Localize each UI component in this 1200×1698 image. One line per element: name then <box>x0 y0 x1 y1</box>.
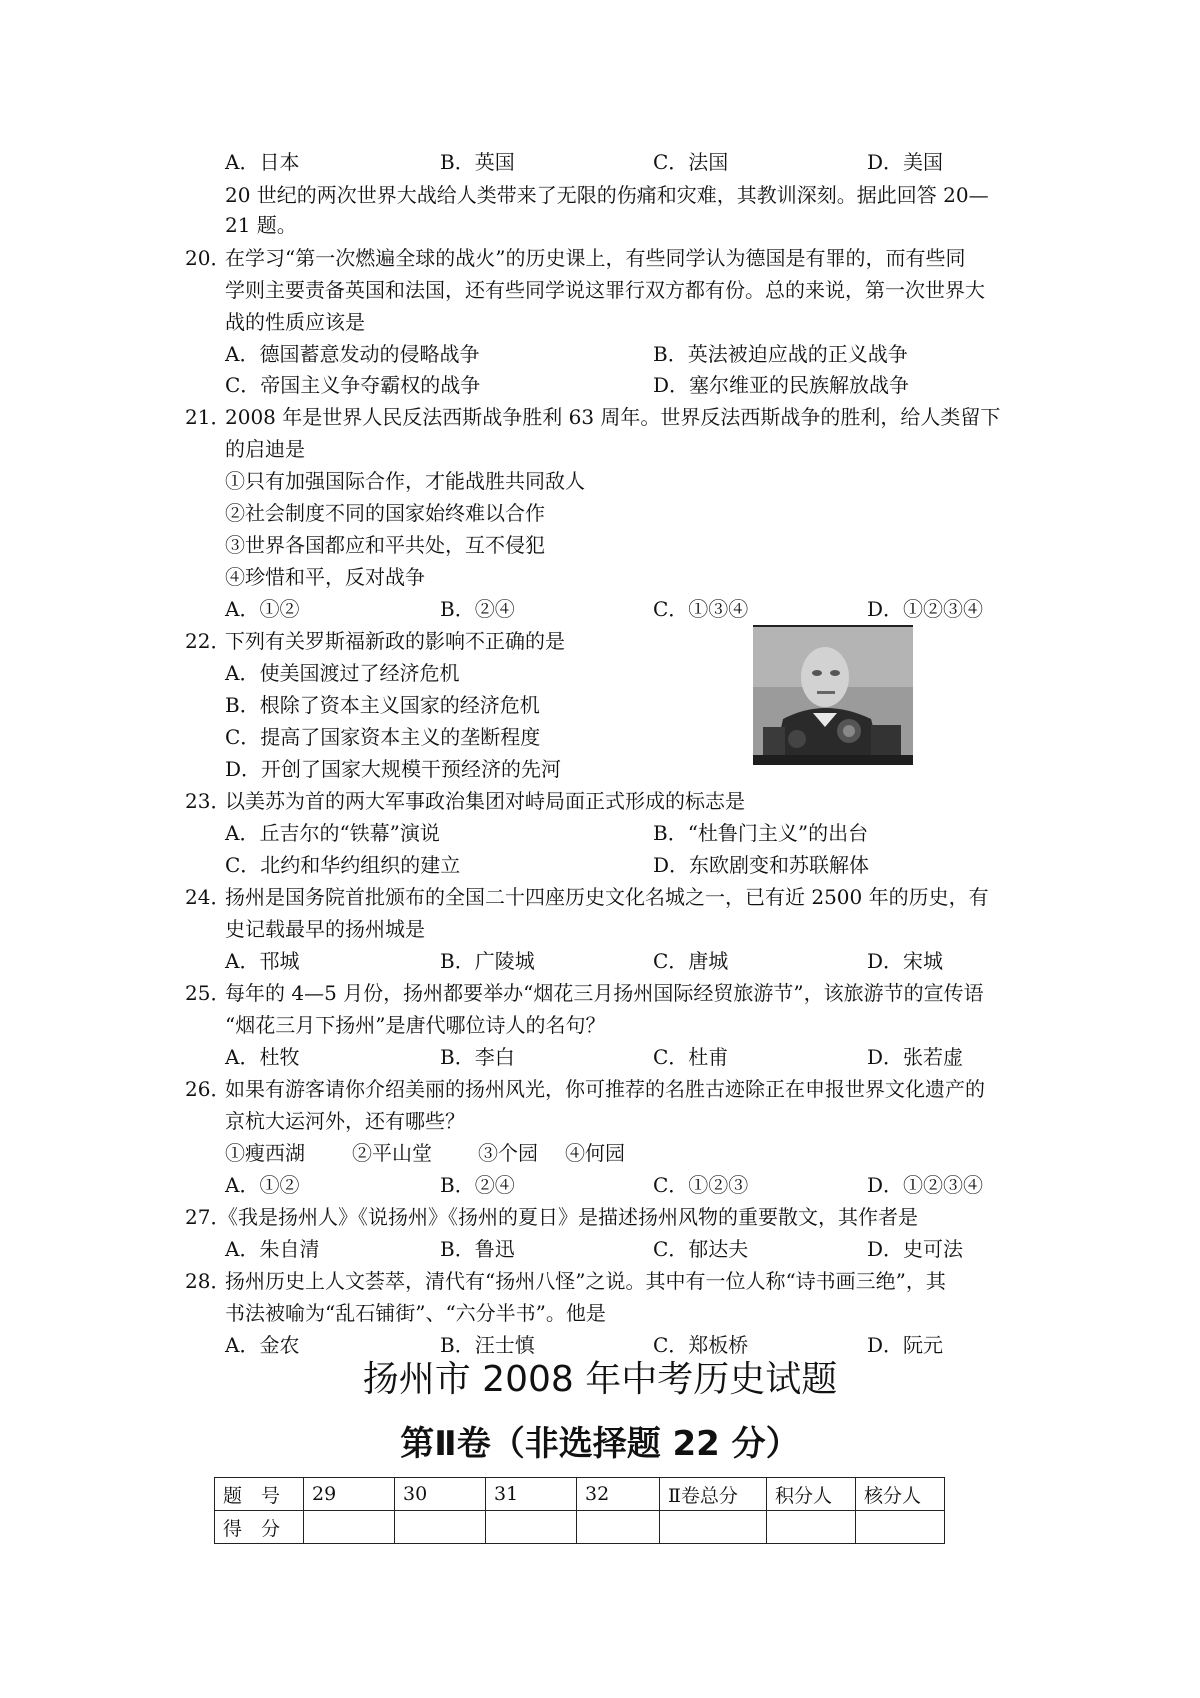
question-number: 25． <box>185 981 231 1005</box>
q26-option-d: D．①②③④ <box>867 1173 984 1197</box>
q20-option-b: B．英法被迫应战的正义战争 <box>653 342 908 366</box>
statement: ③世界各国都应和平共处，互不侵犯 <box>225 533 545 557</box>
roosevelt-photo <box>753 625 913 765</box>
question-text: 学则主要责备英国和法国，还有些同学说这罪行双方都有份。总的来说，第一次世界大 <box>225 278 985 302</box>
roosevelt-photo-image <box>753 627 913 765</box>
question-text: 书法被喻为“乱石铺街”、“六分半书”。他是 <box>225 1301 606 1325</box>
q25-option-d: D．张若虚 <box>867 1045 964 1069</box>
q21-option-a: A．①② <box>225 597 300 621</box>
q22-option-c: C．提高了国家资本主义的垄断程度 <box>225 725 541 749</box>
q24-option-c: C．唐城 <box>653 949 729 973</box>
q28-option-a: A．金农 <box>225 1333 300 1357</box>
q28-option-b: B．汪士慎 <box>440 1333 535 1357</box>
q27-option-b: B．鲁迅 <box>440 1237 515 1261</box>
q26-option-a: A．①② <box>225 1173 300 1197</box>
q24-option-b: B．广陵城 <box>440 949 535 973</box>
score-cell-30[interactable] <box>395 1511 486 1544</box>
table-cell: Ⅱ卷总分 <box>660 1478 767 1511</box>
table-cell: 32 <box>577 1478 660 1511</box>
q19-option-a: A．日本 <box>225 150 300 174</box>
statement: ①瘦西湖 <box>225 1141 305 1165</box>
q21-option-b: B．②④ <box>440 597 515 621</box>
q23-option-d: D．东欧剧变和苏联解体 <box>653 853 870 877</box>
q22-option-a: A．使美国渡过了经济危机 <box>225 661 460 685</box>
q24-option-a: A．邗城 <box>225 949 300 973</box>
question-number: 20． <box>185 246 231 270</box>
q21-option-d: D．①②③④ <box>867 597 984 621</box>
question-text: 2008 年是世界人民反法西斯战争胜利 63 周年。世界反法西斯战争的胜利，给人类留下 <box>225 405 1001 429</box>
statement: ①只有加强国际合作，才能战胜共同敌人 <box>225 469 585 493</box>
score-table <box>214 1477 945 1544</box>
question-text: “烟花三月下扬州”是唐代哪位诗人的名句？ <box>225 1013 606 1037</box>
q23-option-a: A．丘吉尔的“铁幕”演说 <box>225 821 440 845</box>
q23-option-b: B．“杜鲁门主义”的出台 <box>653 821 869 845</box>
question-number: 24． <box>185 885 231 909</box>
question-text: 扬州是国务院首批颁布的全国二十四座历史文化名城之一，已有近 2500 年的历史，有 <box>225 885 989 909</box>
question-text: 每年的 4—5 月份，扬州都要举办“烟花三月扬州国际经贸旅游节”，该旅游节的宣传语 <box>225 981 984 1005</box>
table-cell: 核分人 <box>856 1478 945 1511</box>
statement: ③个园 <box>478 1141 538 1165</box>
score-cell-31[interactable] <box>486 1511 577 1544</box>
table-row <box>215 1478 945 1511</box>
table-cell: 31 <box>486 1478 577 1511</box>
q20-option-d: D．塞尔维亚的民族解放战争 <box>653 373 910 397</box>
score-cell-32[interactable] <box>577 1511 660 1544</box>
question-text: 扬州历史上人文荟萃，清代有“扬州八怪”之说。其中有一位人称“诗书画三绝”，其 <box>225 1269 946 1293</box>
question-number: 28． <box>185 1269 231 1293</box>
q23-option-c: C．北约和华约组织的建立 <box>225 853 461 877</box>
q21-option-c: C．①③④ <box>653 597 749 621</box>
q19-option-d: D．美国 <box>867 150 944 174</box>
q22-option-b: B．根除了资本主义国家的经济危机 <box>225 693 540 717</box>
q19-option-c: C．法国 <box>653 150 729 174</box>
question-number: 22． <box>185 629 231 653</box>
intro-line: 21 题。 <box>225 213 297 237</box>
question-text: 如果有游客请你介绍美丽的扬州风光，你可推荐的名胜古迹除正在申报世界文化遗产的 <box>225 1077 985 1101</box>
question-text: 以美苏为首的两大军事政治集团对峙局面正式形成的标志是 <box>225 789 745 813</box>
q25-option-a: A．杜牧 <box>225 1045 300 1069</box>
question-number: 21． <box>185 405 231 429</box>
q25-option-c: C．杜甫 <box>653 1045 729 1069</box>
score-cell-checker[interactable] <box>856 1511 945 1544</box>
question-text: 的启迪是 <box>225 437 305 461</box>
statement: ④珍惜和平，反对战争 <box>225 565 425 589</box>
q28-option-c: C．郑板桥 <box>653 1333 749 1357</box>
q27-option-c: C．郁达夫 <box>653 1237 749 1261</box>
q26-option-b: B．②④ <box>440 1173 515 1197</box>
question-text: 在学习“第一次燃遍全球的战火”的历史课上，有些同学认为德国是有罪的，而有些同 <box>225 246 966 270</box>
table-row <box>215 1511 945 1544</box>
q22-option-d: D．开创了国家大规模干预经济的先河 <box>225 757 562 781</box>
question-text: 京杭大运河外，还有哪些？ <box>225 1109 465 1133</box>
intro-line: 20 世纪的两次世界大战给人类带来了无限的伤痛和灾难，其教训深刻。据此回答 20— <box>225 183 989 207</box>
score-cell-29[interactable] <box>304 1511 395 1544</box>
statement: ④何园 <box>565 1141 625 1165</box>
statement: ②社会制度不同的国家始终难以合作 <box>225 501 545 525</box>
question-text: 下列有关罗斯福新政的影响不正确的是 <box>225 629 565 653</box>
q19-option-b: B．英国 <box>440 150 515 174</box>
question-number: 23． <box>185 789 231 813</box>
q25-option-b: B．李白 <box>440 1045 515 1069</box>
q28-option-d: D．阮元 <box>867 1333 944 1357</box>
q27-option-d: D．史可法 <box>867 1237 964 1261</box>
table-cell: 题 号 <box>215 1478 304 1511</box>
table-cell: 得 分 <box>215 1511 304 1544</box>
table-cell: 29 <box>304 1478 395 1511</box>
question-number: 26． <box>185 1077 231 1101</box>
q27-option-a: A．朱自清 <box>225 1237 320 1261</box>
question-text: 史记载最早的扬州城是 <box>225 917 425 941</box>
table-cell: 30 <box>395 1478 486 1511</box>
question-number: 27． <box>185 1205 231 1229</box>
question-text: 《我是扬州人》《说扬州》《扬州的夏日》是描述扬州风物的重要散文，其作者是 <box>218 1205 918 1229</box>
score-cell-scorer[interactable] <box>767 1511 856 1544</box>
section-title: 第Ⅱ卷（非选择题 22 分） <box>400 1424 800 1464</box>
q26-option-c: C．①②③ <box>653 1173 749 1197</box>
q20-option-c: C．帝国主义争夺霸权的战争 <box>225 373 481 397</box>
score-cell-total[interactable] <box>660 1511 767 1544</box>
question-text: 战的性质应该是 <box>225 310 365 334</box>
q24-option-d: D．宋城 <box>867 949 944 973</box>
statement: ②平山堂 <box>352 1141 432 1165</box>
table-cell: 积分人 <box>767 1478 856 1511</box>
q20-option-a: A．德国蓄意发动的侵略战争 <box>225 342 480 366</box>
exam-title: 扬州市 2008 年中考历史试题 <box>362 1359 838 1400</box>
